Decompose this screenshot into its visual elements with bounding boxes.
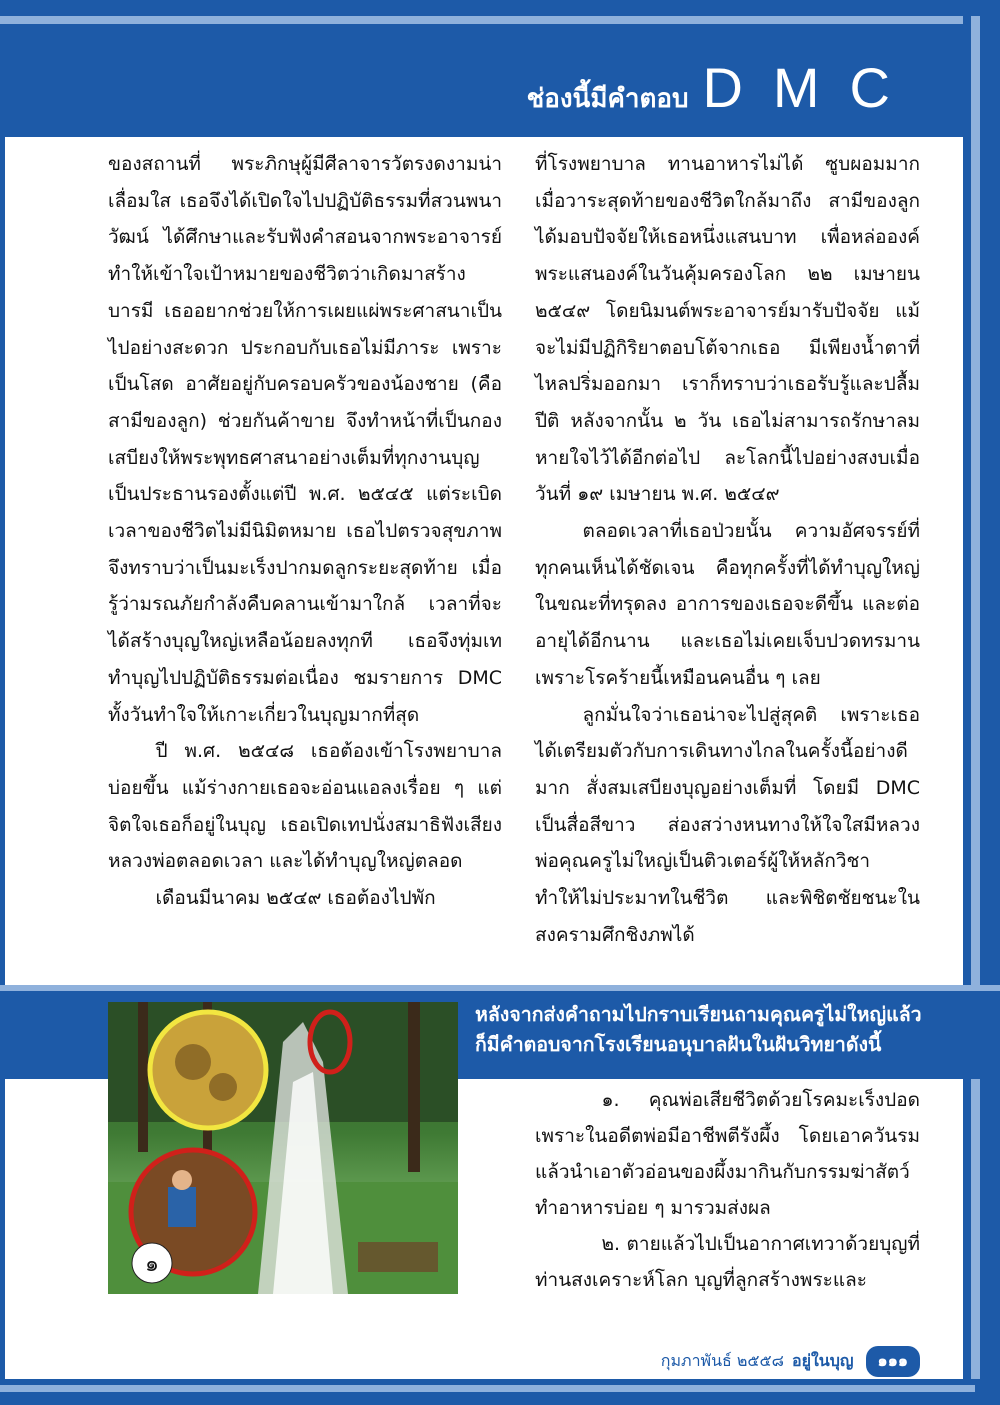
answer-item: ๑. คุณพ่อเสียชีวิตด้วยโรคมะเร็งปอด เพราะในอดีตพ่อมีอาชีพตีรังผึ้ง โดยเอาควันรมแล้วนำเอาตัวอ่อนของผึ้งมากินกับกรรมฆ่าสัตว์ทำอาหารบ่อย ๆ มารวมส่งผล [535,1089,920,1219]
caption-line-1: หลังจากส่งคำถามไปกราบเรียนถามคุณครูไม่ใหญ่แล้ว [475,1003,922,1026]
image-number-label: ๑ [145,1252,159,1277]
section-header [526,56,920,119]
left-blue-band [0,137,5,1405]
answers-list [535,1082,920,1298]
footer-date: กุมภาพันธ์ ๒๕๕๘ [660,1351,784,1370]
paragraph: เดือนมีนาคม ๒๕๔๙ เธอต้องไปพัก [155,887,436,910]
paragraph: ปี พ.ศ. ๒๕๔๘ เธอต้องเข้าโรงพยาบาลบ่อยขึ้น แม้ร่างกายเธอจะอ่อนแอลงเรื่อย ๆ แต่จิตใจเธอก็อยู่ในบุญ เธอเปิดเทปนั่งสมาธิฟังเสียงหลวงพ่อตลอดเวลา และได้ทำบุญใหญ่ตลอด [108,740,502,873]
right-blue-band [963,0,1000,1405]
article-right-column [535,146,920,953]
footer-magazine: อยู่ในบุญ [792,1351,854,1370]
bottom-blue-band [0,1379,1000,1405]
answer-caption [475,1000,965,1060]
paragraph: ที่โรงพยาบาล ทานอาหารไม่ได้ ซูบผอมมาก เมื่อวาระสุดท้ายของชีวิตใกล้มาถึง สามีของลูกได้มอบปัจจัยให้เธอหนึ่งแสนบาท เพื่อหล่อองค์พระแสนองค์ในวันคุ้มครองโลก ๒๒ เมษายน ๒๕๔๙ โดยนิมนต์พระอาจารย์มารับปัจจัย แม้จะไม่มีปฏิกิริยาตอบโต้จากเธอ มีเพียงน้ำตาที่ไหลปริ่มออกมา เราก็ทราบว่าเธอรับรู้และปลื้มปีติ หลังจากนั้น ๒ วัน เธอไม่สามารถรักษาลมหายใจไว้ได้อีกต่อไป ละโลกนี้ไปอย่างสงบเมื่อ วันที่ ๑๙ เมษายน พ.ศ. ๒๕๔๙ [535,153,920,506]
paragraph: ลูกมั่นใจว่าเธอน่าจะไปสู่สุคติ เพราะเธอได้เตรียมตัวกับการเดินทางไกลในครั้งนี้อย่างดีมาก สั่งสมเสบียงบุญอย่างเต็มที่ โดยมี DMC เป็นสื่อสีขาว ส่องสว่างหนทางให้ใจใสมีหลวงพ่อคุณครูไม่ใหญ่เป็นติวเตอร์ผู้ให้หลักวิชา ทำให้ไม่ประมาทในชีวิต และพิชิตชัยชนะในสงครามศึกชิงภพได้ [535,703,920,946]
section-title-thai: ช่องนี้มีคำตอบ [526,84,689,114]
paragraph: ตลอดเวลาที่เธอป่วยนั้น ความอัศจรรย์ที่ทุกคนเห็นได้ชัดเจน คือทุกครั้งที่ได้ทำบุญใหญ่ในขณะที่ทรุดลง อาการของเธอจะดีขึ้น และต่ออายุได้อีกนาน และเธอไม่เคยเจ็บปวดทรมานเพราะโรคร้ายนี้เหมือนคนอื่น ๆ เลย [535,520,920,689]
caption-line-2: ก็มีคำตอบจากโรงเรียนอนุบาลฝันในฝันวิทยาดังนี้ [475,1033,882,1056]
page-footer [661,1346,920,1377]
bee-illustration [108,1002,458,1294]
page-number: ๑๑๑ [866,1346,920,1377]
paragraph: ของสถานที่ พระภิกษุผู้มีศีลาจารวัตรงดงามน่าเลื่อมใส เธอจึงได้เปิดใจไปปฏิบัติธรรมที่สวนพนาวัฒน์ ได้ศึกษาและรับฟังคำสอนจากพระอาจารย์ ทำให้เข้าใจเป้าหมายของชีวิตว่าเกิดมาสร้างบารมี เธออยากช่วยให้การเผยแผ่พระศาสนาเป็นไปอย่างสะดวก ประกอบกับเธอไม่มีภาระ เพราะเป็นโสด อาศัยอยู่กับครอบครัวของน้องชาย (คือสามีของลูก) ช่วยกันค้าขาย จึงทำหน้าที่เป็นกองเสบียงให้พระพุทธศาสนาอย่างเต็มที่ทุกงานบุญ เป็นประธานรองตั้งแต่ปี พ.ศ. ๒๕๔๕ แต่ระเบิดเวลาของชีวิตไม่มีนิมิตหมาย เธอไปตรวจสุขภาพจึงทราบว่าเป็นมะเร็งปากมดลูกระยะสุดท้าย เมื่อรู้ว่ามรณภัยกำลังคืบคลานเข้ามาใกล้ เวลาที่จะได้สร้างบุญใหญ่เหลือน้อยลงทุกที เธอจึงทุ่มเททำบุญไปปฏิบัติธรรมต่อเนื่อง ชมรายการ DMC ทั้งวันทำใจให้เกาะเกี่ยวในบุญมากที่สุด [108,153,502,726]
article-left-column [108,146,502,917]
section-title-dmc: DMC [702,56,920,119]
answer-item: ๒. ตายแล้วไปเป็นอากาศเทวาด้วยบุญที่ท่านสงเคราะห์โลก บุญที่ลูกสร้างพระและ [535,1233,920,1291]
